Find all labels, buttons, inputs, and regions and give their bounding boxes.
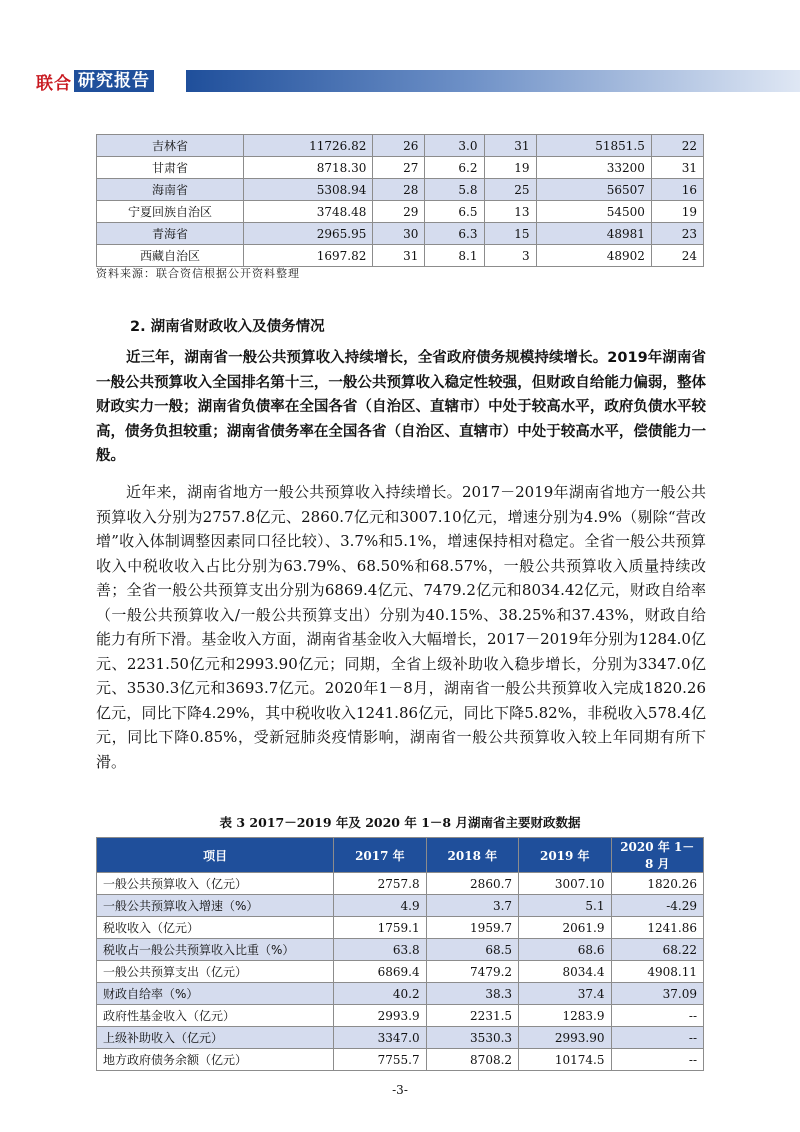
value-cell: 2993.9 <box>334 1005 426 1027</box>
value-cell: 68.5 <box>426 939 518 961</box>
value-cell: 37.4 <box>519 983 611 1005</box>
value-cell: 3.7 <box>426 895 518 917</box>
value-cell: 2860.7 <box>426 873 518 895</box>
page-number: -3- <box>392 1083 408 1097</box>
row-label-cell: 税收收入（亿元） <box>97 917 334 939</box>
table-row <box>97 245 704 267</box>
fiscal-table-body <box>97 873 704 1071</box>
value-cell: 6.2 <box>425 157 484 179</box>
value-cell: 1820.26 <box>611 873 704 895</box>
province-name-cell: 西藏自治区 <box>97 245 244 267</box>
value-cell: 5.1 <box>519 895 611 917</box>
table-row <box>97 135 704 157</box>
province-name-cell: 青海省 <box>97 223 244 245</box>
value-cell: 5308.94 <box>244 179 373 201</box>
value-cell: 19 <box>651 201 703 223</box>
province-table-body <box>97 135 704 267</box>
value-cell: 3 <box>484 245 536 267</box>
row-label-cell: 一般公共预算收入增速（%） <box>97 895 334 917</box>
value-cell: 2993.90 <box>519 1027 611 1049</box>
value-cell: -- <box>611 1049 704 1071</box>
value-cell: 24 <box>651 245 703 267</box>
value-cell: 11726.82 <box>244 135 373 157</box>
value-cell: -4.29 <box>611 895 704 917</box>
value-cell: 7479.2 <box>426 961 518 983</box>
header-cell: 2019 年 <box>519 838 611 873</box>
brand-logo <box>36 70 154 92</box>
value-cell: 15 <box>484 223 536 245</box>
table3-header-row <box>97 838 704 873</box>
table-row <box>97 895 704 917</box>
value-cell: 6.5 <box>425 201 484 223</box>
table-row <box>97 939 704 961</box>
value-cell: 6869.4 <box>334 961 426 983</box>
value-cell: -- <box>611 1027 704 1049</box>
brand-red-text: 联合 <box>36 73 72 94</box>
value-cell: 30 <box>373 223 425 245</box>
section-title: 2. 湖南省财政收入及债务情况 <box>130 319 325 335</box>
value-cell: 2061.9 <box>519 917 611 939</box>
value-cell: 13 <box>484 201 536 223</box>
table-row <box>97 983 704 1005</box>
body-paragraph: 近年来，湖南省地方一般公共预算收入持续增长。2017－2019年湖南省地方一般公共预算收入分别为2757.8亿元、2860.7亿元和3007.10亿元，增速分别为4.9%（剔除“营改增”收入体制调整因素同口径比较）、3.7%和5.1%，增速保持相对稳定。全省一般公共预算收入中税收收入占比分别为63.79%、68.50%和68.57%，一般公共预算收入质量持续改善；全省一般公共预算支出分别为6869.4亿元、7479.2亿元和8034.42亿元，财政自给率（一般公共预算收入/一般公共预算支出）分别为40.15%、38.25%和37.43%，财政自给能力有所下滑。基金收入方面，湖南省基金收入大幅增长，2017－2019年分别为1284.0亿元、2231.50亿元和2993.90亿元；同期，全省上级补助收入稳步增长，分别为3347.0亿元、3530.3亿元和3693.7亿元。2020年1－8月，湖南省一般公共预算收入完成1820.26亿元，同比下降4.29%，其中税收收入1241.86亿元，同比下降5.82%，非税收入578.4亿元，同比下降0.85%，受新冠肺炎疫情影响，湖南省一般公共预算收入较上年同期有所下滑。 <box>96 483 706 771</box>
value-cell: 27 <box>373 157 425 179</box>
value-cell: 63.8 <box>334 939 426 961</box>
value-cell: 3347.0 <box>334 1027 426 1049</box>
value-cell: 3530.3 <box>426 1027 518 1049</box>
value-cell: 33200 <box>536 157 651 179</box>
brand-blue-text: 研究报告 <box>74 70 154 92</box>
value-cell: 5.8 <box>425 179 484 201</box>
province-name-cell: 甘肃省 <box>97 157 244 179</box>
row-label-cell: 一般公共预算支出（亿元） <box>97 961 334 983</box>
province-table <box>96 134 704 267</box>
value-cell: -- <box>611 1005 704 1027</box>
value-cell: 37.09 <box>611 983 704 1005</box>
value-cell: 51851.5 <box>536 135 651 157</box>
row-label-cell: 上级补助收入（亿元） <box>97 1027 334 1049</box>
value-cell: 8034.4 <box>519 961 611 983</box>
value-cell: 48902 <box>536 245 651 267</box>
value-cell: 2231.5 <box>426 1005 518 1027</box>
table-row <box>97 157 704 179</box>
value-cell: 68.6 <box>519 939 611 961</box>
value-cell: 1697.82 <box>244 245 373 267</box>
value-cell: 4.9 <box>334 895 426 917</box>
header-cell: 项目 <box>97 838 334 873</box>
value-cell: 31 <box>373 245 425 267</box>
table3-caption: 表 3 2017－2019 年及 2020 年 1－8 月湖南省主要财政数据 <box>219 815 581 830</box>
header-cell: 2018 年 <box>426 838 518 873</box>
value-cell: 23 <box>651 223 703 245</box>
report-header <box>0 66 800 96</box>
value-cell: 31 <box>484 135 536 157</box>
value-cell: 1959.7 <box>426 917 518 939</box>
value-cell: 1241.86 <box>611 917 704 939</box>
value-cell: 54500 <box>536 201 651 223</box>
table-row <box>97 223 704 245</box>
value-cell: 40.2 <box>334 983 426 1005</box>
row-label-cell: 地方政府债务余额（亿元） <box>97 1049 334 1071</box>
value-cell: 68.22 <box>611 939 704 961</box>
province-name-cell: 海南省 <box>97 179 244 201</box>
value-cell: 29 <box>373 201 425 223</box>
table-row <box>97 179 704 201</box>
value-cell: 3.0 <box>425 135 484 157</box>
value-cell: 3748.48 <box>244 201 373 223</box>
row-label-cell: 税收占一般公共预算收入比重（%） <box>97 939 334 961</box>
table-row <box>97 201 704 223</box>
value-cell: 1759.1 <box>334 917 426 939</box>
province-name-cell: 吉林省 <box>97 135 244 157</box>
value-cell: 4908.11 <box>611 961 704 983</box>
table-row <box>97 917 704 939</box>
table-row <box>97 1027 704 1049</box>
province-name-cell: 宁夏回族自治区 <box>97 201 244 223</box>
header-gradient-bar <box>186 70 800 92</box>
summary-paragraph: 近三年，湖南省一般公共预算收入持续增长，全省政府债务规模持续增长。2019年湖南省一般公共预算收入全国排名第十三，一般公共预算收入稳定性较强，但财政自给能力偏弱，整体财政实力一般；湖南省负债率在全国各省（自治区、直辖市）中处于较高水平，政府负债水平较高，债务负担较重；湖南省债务率在全国各省（自治区、直辖市）中处于较高水平，偿债能力一般。 <box>96 350 706 464</box>
value-cell: 8708.2 <box>426 1049 518 1071</box>
row-label-cell: 一般公共预算收入（亿元） <box>97 873 334 895</box>
table-row <box>97 873 704 895</box>
value-cell: 2757.8 <box>334 873 426 895</box>
value-cell: 56507 <box>536 179 651 201</box>
row-label-cell: 财政自给率（%） <box>97 983 334 1005</box>
table-row <box>97 961 704 983</box>
fiscal-data-table <box>96 837 704 1071</box>
value-cell: 31 <box>651 157 703 179</box>
value-cell: 48981 <box>536 223 651 245</box>
value-cell: 7755.7 <box>334 1049 426 1071</box>
value-cell: 38.3 <box>426 983 518 1005</box>
value-cell: 3007.10 <box>519 873 611 895</box>
value-cell: 19 <box>484 157 536 179</box>
table-row <box>97 1005 704 1027</box>
value-cell: 8.1 <box>425 245 484 267</box>
value-cell: 10174.5 <box>519 1049 611 1071</box>
source-note: 资料来源：联合资信根据公开资料整理 <box>96 267 300 280</box>
value-cell: 22 <box>651 135 703 157</box>
header-cell: 2020 年 1－8 月 <box>611 838 704 873</box>
value-cell: 16 <box>651 179 703 201</box>
value-cell: 25 <box>484 179 536 201</box>
value-cell: 6.3 <box>425 223 484 245</box>
value-cell: 8718.30 <box>244 157 373 179</box>
row-label-cell: 政府性基金收入（亿元） <box>97 1005 334 1027</box>
table-row <box>97 1049 704 1071</box>
value-cell: 28 <box>373 179 425 201</box>
header-cell: 2017 年 <box>334 838 426 873</box>
value-cell: 2965.95 <box>244 223 373 245</box>
value-cell: 1283.9 <box>519 1005 611 1027</box>
value-cell: 26 <box>373 135 425 157</box>
